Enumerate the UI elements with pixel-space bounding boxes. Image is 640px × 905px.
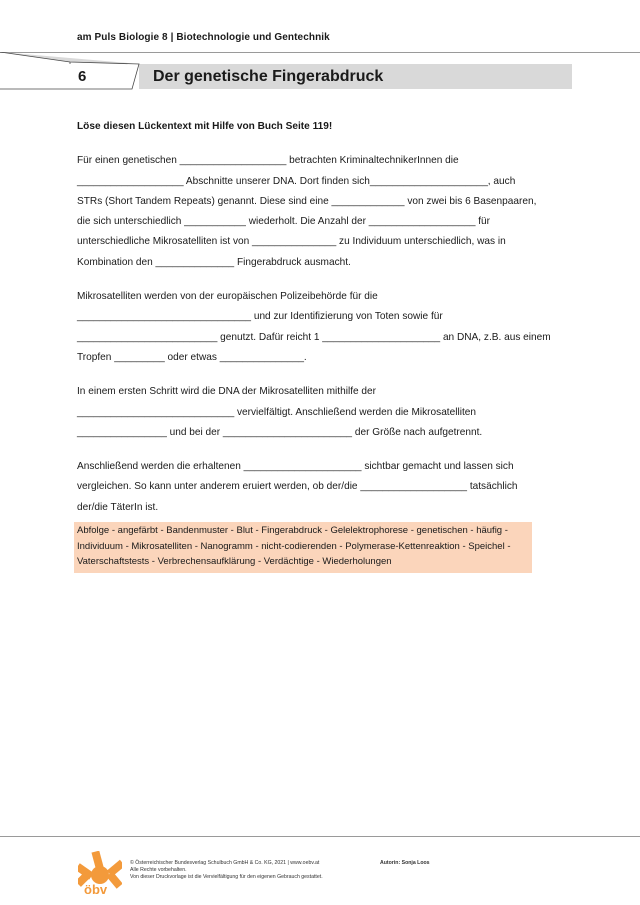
cloze-line: die sich unterschiedlich ___________ wiederholt. Die Anzahl der ___________________ für <box>77 216 491 228</box>
word-bank-line: Vaterschaftstests - Verbrechensaufklärung - Verdächtige - Wiederholungen <box>77 556 392 568</box>
oebv-logo <box>78 851 122 897</box>
book-header-title: am Puls Biologie 8 | Biotechnologie und Gentechnik <box>77 32 330 43</box>
cloze-line: Mikrosatelliten werden von der europäischen Polizeibehörde für die <box>77 291 378 303</box>
copyright-line: Von dieser Druckvorlage ist die Vervielfältigung für den eigenen Gebrauch gestattet. <box>130 874 323 880</box>
cloze-paragraph-3 <box>77 382 567 443</box>
cloze-line: vergleichen. So kann unter anderem eruiert werden, ob der/die ___________________ tatsächlich <box>77 481 518 493</box>
logo-text: öbv <box>84 882 108 897</box>
worksheet-body <box>77 117 567 532</box>
footer-author: Autorin: Sonja Loos <box>380 860 430 866</box>
cloze-line: STRs (Short Tandem Repeats) genannt. Diese sind eine _____________ von zwei bis 6 Basenpaaren, <box>77 195 537 207</box>
footer-divider <box>0 836 640 837</box>
cloze-line: Für einen genetischen ___________________ betrachten KriminaltechnikerInnen die <box>77 155 459 167</box>
task-instruction: Löse diesen Lückentext mit Hilfe von Buch Seite 119! <box>77 121 333 132</box>
cloze-line: ________________ und bei der _______________________ der Größe nach aufgetrennt. <box>77 426 483 438</box>
chapter-number: 6 <box>78 68 87 85</box>
cloze-line: Kombination den ______________ Fingerabdruck ausmacht. <box>77 256 351 268</box>
cloze-line: ____________________________ vervielfältigt. Anschließend werden die Mikrosatelliten <box>77 406 476 418</box>
cloze-line: ___________________ Abschnitte unserer DNA. Dort finden sich_____________________, auch <box>77 175 516 187</box>
cloze-paragraph-2 <box>77 287 567 368</box>
copyright-line: Alle Rechte vorbehalten. <box>130 867 187 873</box>
cloze-line: der/die TäterIn ist. <box>77 501 159 513</box>
banner-outline <box>0 52 139 89</box>
cloze-line: unterschiedliche Mikrosatelliten ist von _______________ zu Individuum unterschiedlich, was in <box>77 236 506 248</box>
cloze-paragraph-4 <box>77 457 567 518</box>
cloze-line: Tropfen _________ oder etwas _______________. <box>77 351 307 363</box>
footer-copyright <box>130 860 323 881</box>
cloze-line: Anschließend werden die erhaltenen _____________________ sichtbar gemacht und lassen sich <box>77 461 514 473</box>
word-bank-line: Abfolge - angefärbt - Bandenmuster - Blut - Fingerabdruck - Gelelektrophorese - genetischen - häufig - <box>77 525 508 536</box>
cloze-line: _______________________________ und zur Identifizierung von Toten sowie für <box>77 311 443 323</box>
word-bank <box>74 522 532 573</box>
cloze-line: In einem ersten Schritt wird die DNA der Mikrosatelliten mithilfe der <box>77 386 377 398</box>
word-bank-line: Individuum - Mikrosatelliten - Nanogramm - nicht-codierenden - Polymerase-Kettenreaktion - Speichel - <box>77 540 511 552</box>
copyright-line: © Österreichischer Bundesverlag Schulbuch GmbH & Co. KG, 2021 | www.oebv.at <box>130 860 320 866</box>
cloze-paragraph-1 <box>77 151 567 273</box>
chapter-title: Der genetische Fingerabdruck <box>153 68 384 85</box>
cloze-line: _________________________ genutzt. Dafür reicht 1 _____________________ an DNA, z.B. aus einem <box>77 331 551 343</box>
